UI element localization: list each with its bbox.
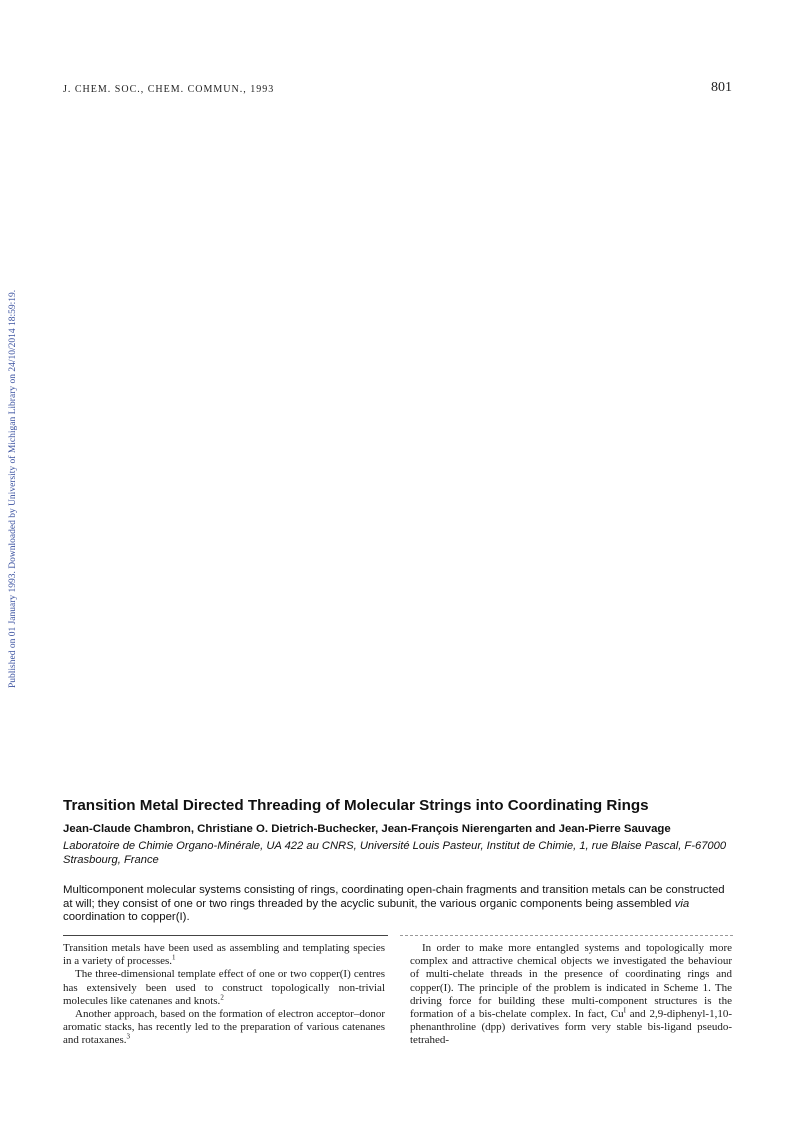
body-column-left <box>63 942 385 1048</box>
journal-header: J. CHEM. SOC., CHEM. COMMUN., 1993 <box>63 84 275 95</box>
abstract-text-2: coordination to copper(I). <box>63 911 190 924</box>
paragraph-text: Transition metals have been used as assembling and templating species in a variety of processes. <box>63 942 385 968</box>
abstract-text-1: Multicomponent molecular systems consisting of rings, coordinating open-chain fragments and transition metals can be constructed at will; they consist of one or two rings threaded by the acyclic subunit, the various organic components being assembled <box>63 884 725 910</box>
section-divider-right <box>400 935 733 936</box>
paragraph <box>63 1008 385 1048</box>
paragraph <box>63 968 385 1008</box>
download-note-text: Published on 01 January 1993. Downloaded by University of Michigan Library on 24/10/2014 18:59:19. <box>8 289 18 688</box>
paragraph-text: Another approach, based on the formation of electron acceptor–donor aromatic stacks, has recently led to the preparation of various catenanes and rotaxanes. <box>63 1008 385 1047</box>
reference-marker: 1 <box>172 953 176 962</box>
paragraph-text: The three-dimensional template effect of one or two copper(I) centres has extensively been used to construct topologically non-trivial molecules like catenanes and knots. <box>63 968 385 1007</box>
author-list: Jean-Claude Chambron, Christiane O. Dietrich-Buchecker, Jean-François Nierengarten and Jean-Pierre Sauvage <box>63 823 671 835</box>
download-note <box>6 238 22 688</box>
body-column-right <box>410 942 732 1048</box>
page-number: 801 <box>711 80 732 95</box>
section-divider <box>63 935 388 936</box>
paragraph <box>63 942 385 968</box>
author-affiliation: Laboratoire de Chimie Organo-Minérale, UA 422 au CNRS, Université Louis Pasteur, Institut de Chimie, 1, rue Blaise Pascal, F-67000 Strasbourg, France <box>63 840 727 866</box>
paragraph-text: In order to make more entangled systems and topologically more complex and attractive chemical objects we investigated the behaviour of multi-chelate threads in the presence of coordinating rings and copper(I). The principle of the problem is indicated in Scheme 1. The driving force for building these multi-component structures is the formation of a bis-chelate complex. In fact, Cu <box>410 942 732 1021</box>
paragraph-text: and 2,9-diphenyl-1,10-phenanthroline (dpp) derivatives form very stable bis-ligand pseudo-tetrahed- <box>410 1008 732 1047</box>
oxidation-state: I <box>623 1006 626 1015</box>
reference-marker: 2 <box>220 993 224 1002</box>
article-title: Transition Metal Directed Threading of Molecular Strings into Coordinating Rings <box>63 797 649 814</box>
paragraph <box>410 942 732 1048</box>
reference-marker: 3 <box>126 1032 131 1041</box>
abstract <box>63 884 735 925</box>
abstract-italic: via <box>674 897 690 910</box>
